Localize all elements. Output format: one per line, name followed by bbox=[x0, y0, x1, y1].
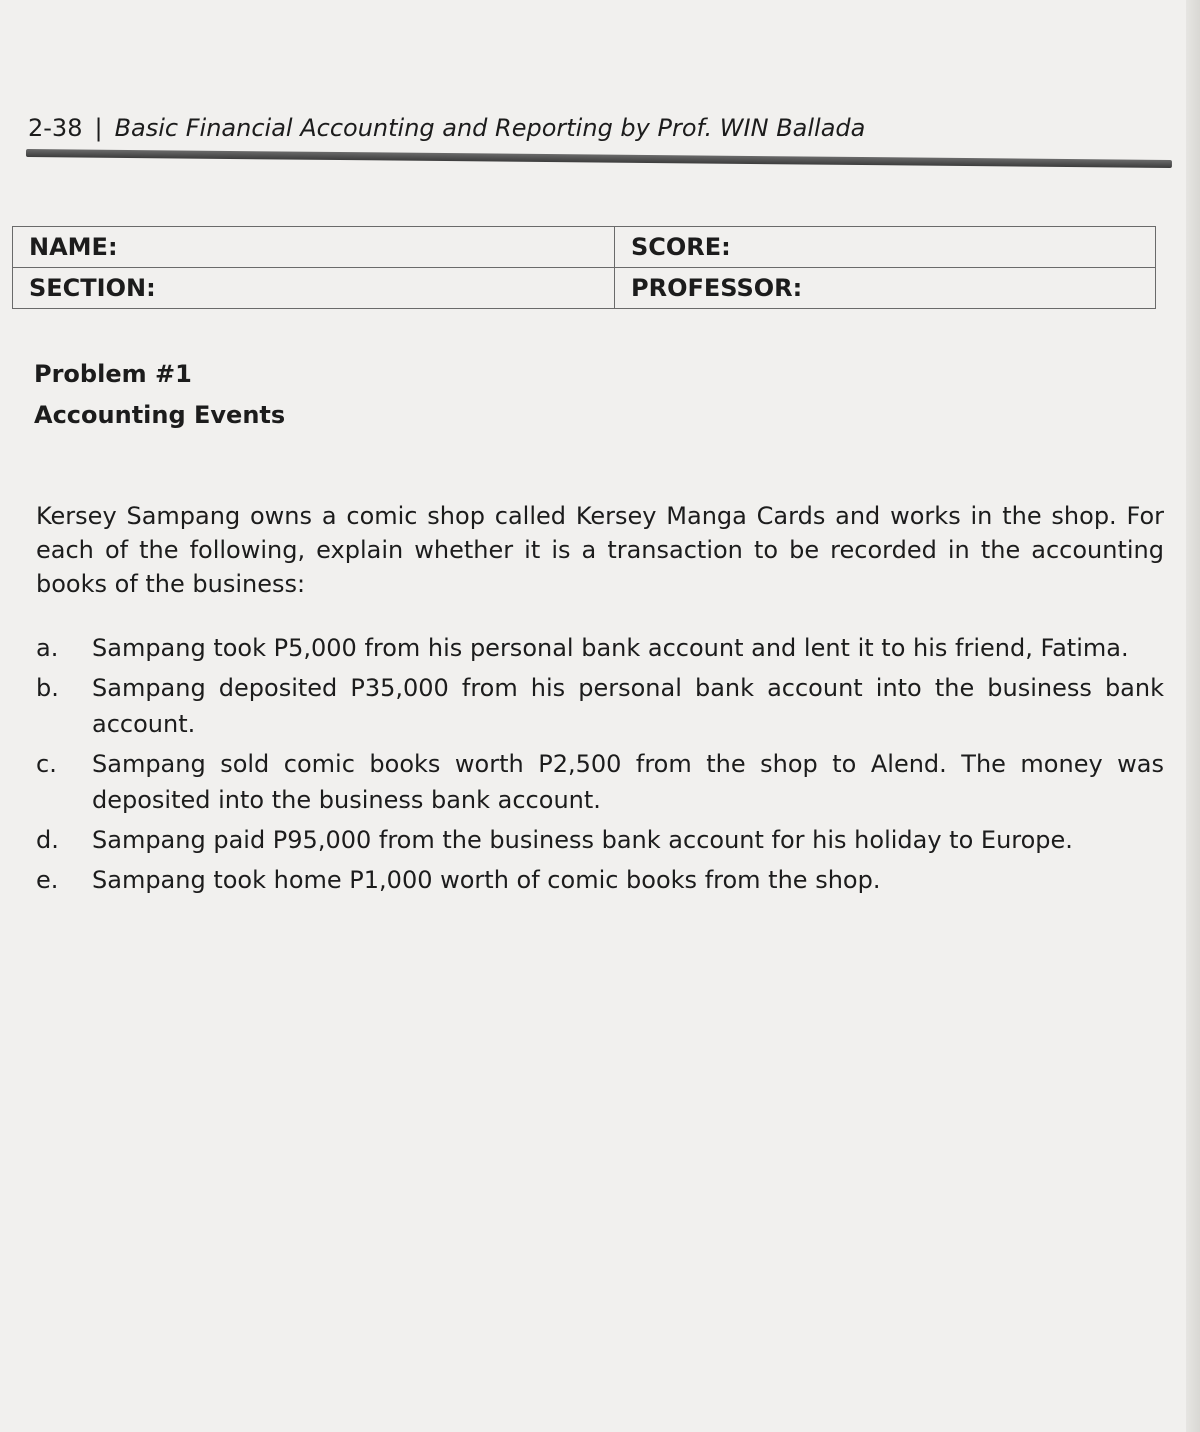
item-marker: d. bbox=[36, 826, 59, 854]
list-item bbox=[36, 822, 1164, 858]
score-label: SCORE: bbox=[615, 227, 1156, 268]
item-marker: b. bbox=[36, 674, 59, 702]
header-separator: | bbox=[94, 114, 103, 142]
page-edge bbox=[1186, 0, 1200, 1432]
item-text: Sampang took P5,000 from his personal bank account and lent it to his friend, Fatima. bbox=[92, 634, 1129, 662]
item-marker: a. bbox=[36, 634, 59, 662]
item-text: Sampang deposited P35,000 from his personal bank account into the business bank account. bbox=[92, 674, 1164, 738]
list-item bbox=[36, 862, 1164, 898]
item-text: Sampang sold comic books worth P2,500 from the shop to Alend. The money was deposited into the business bank account. bbox=[92, 750, 1164, 814]
name-label: NAME: bbox=[13, 227, 615, 268]
problem-heading bbox=[34, 354, 285, 436]
list-item bbox=[36, 630, 1164, 666]
running-head bbox=[28, 110, 865, 146]
item-marker: c. bbox=[36, 750, 57, 778]
problem-intro: Kersey Sampang owns a comic shop called Kersey Manga Cards and works in the shop. For each of the following, explain whether it is a transaction to be recorded in the accounting books of the business: bbox=[36, 502, 1164, 598]
item-text: Sampang took home P1,000 worth of comic books from the shop. bbox=[92, 866, 881, 894]
list-item bbox=[36, 670, 1164, 742]
table-row bbox=[13, 227, 1156, 268]
page-number: 2-38 bbox=[28, 114, 83, 142]
book-title: Basic Financial Accounting and Reporting by Prof. WIN Ballada bbox=[114, 114, 866, 142]
table-row bbox=[13, 268, 1156, 309]
problem-number: Problem #1 bbox=[34, 360, 192, 388]
event-list bbox=[36, 630, 1164, 902]
item-marker: e. bbox=[36, 866, 59, 894]
student-info-table bbox=[12, 226, 1156, 309]
item-text: Sampang paid P95,000 from the business bank account for his holiday to Europe. bbox=[92, 826, 1073, 854]
section-label: SECTION: bbox=[13, 268, 615, 309]
list-item bbox=[36, 746, 1164, 818]
problem-title: Accounting Events bbox=[34, 401, 286, 429]
header-rule bbox=[26, 149, 1172, 168]
professor-label: PROFESSOR: bbox=[615, 268, 1156, 309]
